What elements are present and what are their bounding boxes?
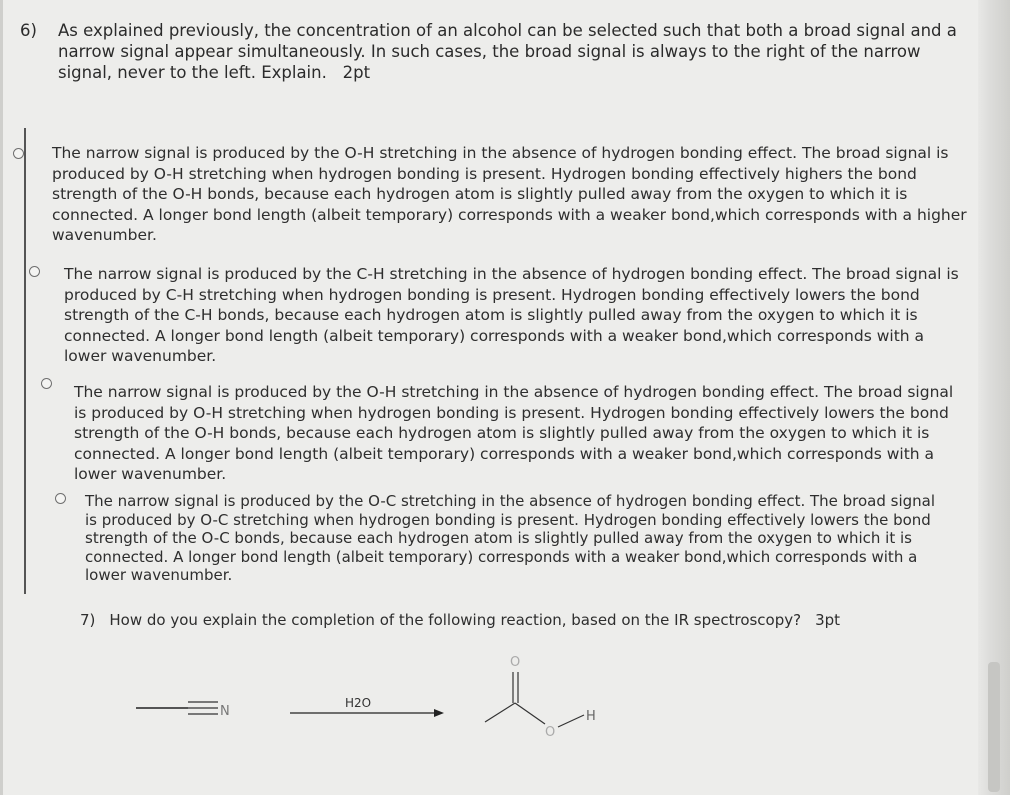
scrollbar-area[interactable]: [978, 0, 1010, 795]
arrowhead: [434, 709, 444, 717]
reagent-label: H2O: [345, 696, 372, 710]
nitrogen-label: N: [220, 704, 230, 719]
question-number: 7): [80, 611, 96, 629]
option-a-radio[interactable]: [13, 148, 24, 159]
question-points: 3pt: [815, 611, 841, 629]
option-b-label[interactable]: The narrow signal is produced by the C-H stretching in the absence of hydrogen bonding effect. The broad signal is produced by C-H stretching when hydrogen bonding is present. Hydrogen bonding effectively lowers the bond strength of the C-H bonds, because each hydrogen atom is slightly pulled away from the oxygen to which it is connected. A longer bond length (albeit temporary) corresponds with a weaker bond,which corresponds with a lower wavenumber.: [64, 265, 959, 365]
c-o-bond: [515, 703, 545, 724]
scrollbar-thumb[interactable]: [988, 662, 1000, 792]
option-a-label[interactable]: The narrow signal is produced by the O-H stretching in the absence of hydrogen bonding effect. The broad signal is produced by O-H stretching when hydrogen bonding is present. Hydrogen bonding effectively highers the bond strength of the O-H bonds, because each hydrogen atom is slightly pulled away from the oxygen to which it is connected. A longer bond length (albeit temporary) corresponds with a weaker bond,which corresponds with a higher wavenumber.: [52, 144, 967, 244]
question-7: [80, 611, 840, 629]
option-c-radio[interactable]: [41, 378, 52, 389]
screen-edge-left: [0, 0, 3, 795]
question-points: 2pt: [342, 63, 371, 82]
question-prompt: How do you explain the completion of the following reaction, based on the IR spectroscopy?: [109, 611, 802, 629]
option-b-radio[interactable]: [29, 266, 40, 277]
option-c-label[interactable]: The narrow signal is produced by the O-H stretching in the absence of hydrogen bonding effect. The broad signal is produced by O-H stretching when hydrogen bonding is present. Hydrogen bonding effectively lowers the bond strength of the O-H bonds, because each hydrogen atom is slightly pulled away from the oxygen to which it is connected. A longer bond length (albeit temporary) corresponds with a weaker bond,which corresponds with a lower wavenumber.: [74, 383, 954, 483]
question-text: [58, 20, 978, 83]
option-d-radio[interactable]: [55, 493, 66, 504]
option-d-label[interactable]: The narrow signal is produced by the O-C stretching in the absence of hydrogen bonding effect. The broad signal is produced by O-C stretching when hydrogen bonding is present. Hydrogen bonding effectively lowers the bond strength of the O-C bonds, because each hydrogen atom is slightly pulled away from the oxygen to which it is connected. A longer bond length (albeit temporary) corresponds with a weaker bond,which corresponds with a lower wavenumber.: [85, 492, 936, 584]
question-prompt: As explained previously, the concentration of an alcohol can be selected such that both a broad signal and a narrow signal appear simultaneously. In such cases, the broad signal is always to the right of the narrow signal, never to the left. Explain.: [58, 21, 957, 82]
methyl-bond: [485, 703, 515, 722]
carbonyl-oxygen-label: O: [510, 655, 521, 670]
options-divider: [24, 128, 26, 594]
hydroxyl-oxygen-label: O: [545, 725, 556, 740]
question-number: 6): [20, 21, 37, 40]
hydrogen-label: H: [586, 709, 596, 724]
o-h-bond: [558, 715, 584, 727]
